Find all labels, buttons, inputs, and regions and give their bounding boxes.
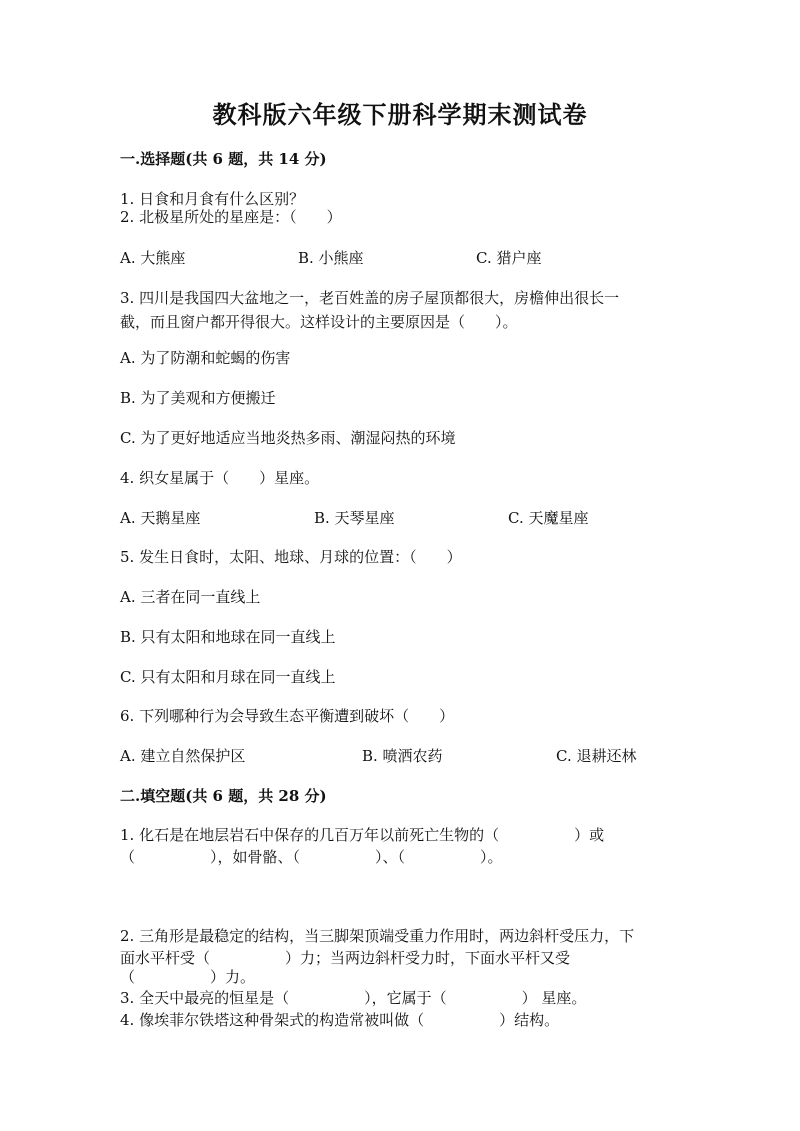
q3-option-a: A. 为了防潮和蛇蝎的伤害 xyxy=(120,349,291,367)
q5-option-b: B. 只有太阳和地球在同一直线上 xyxy=(120,628,336,646)
q4-option-c: C. 天魔星座 xyxy=(508,509,589,527)
q4-option-b: B. 天琴星座 xyxy=(314,509,395,527)
question-4: 4. 织女星属于（ ）星座。 xyxy=(120,469,320,487)
page-title: 教科版六年级下册科学期末测试卷 xyxy=(212,100,588,129)
question-1: 1. 日食和月食有什么区别？ xyxy=(120,190,305,208)
q5-option-c: C. 只有太阳和月球在同一直线上 xyxy=(120,668,336,686)
q2-option-c: C. 猎户座 xyxy=(476,249,542,267)
q2-option-a: A. 大熊座 xyxy=(120,249,186,267)
q6-option-b: B. 喷洒农药 xyxy=(362,747,443,765)
q5-option-a: A. 三者在同一直线上 xyxy=(120,588,261,606)
fill-question-2-line-3: （ ）力。 xyxy=(120,968,256,986)
section-heading-fill: 二.填空题(共 6 题，共 28 分) xyxy=(120,787,327,805)
question-3-line-1: 3. 四川是我国四大盆地之一，老百姓盖的房子屋顶都很大，房檐伸出很长一 xyxy=(120,289,620,307)
fill-question-1-line-2: （ ），如骨骼、（ ）、（ ）。 xyxy=(120,848,503,866)
q6-option-a: A. 建立自然保护区 xyxy=(120,747,246,765)
question-5: 5. 发生日食时，太阳、地球、月球的位置：（ ） xyxy=(120,548,462,566)
question-2: 2. 北极星所处的星座是：（ ） xyxy=(120,208,342,226)
question-6: 6. 下列哪种行为会导致生态平衡遭到破坏（ ） xyxy=(120,707,455,725)
question-3-line-2: 截，而且窗户都开得很大。这样设计的主要原因是（ ）。 xyxy=(120,313,518,331)
fill-question-3: 3. 全天中最亮的恒星是（ ），它属于（ ） 星座。 xyxy=(120,989,587,1007)
q4-option-a: A. 天鹅星座 xyxy=(120,509,201,527)
section-heading-choice: 一.选择题(共 6 题，共 14 分) xyxy=(120,150,327,168)
fill-question-4: 4. 像埃菲尔铁塔这种骨架式的构造常被叫做（ ）结构。 xyxy=(120,1011,560,1029)
q3-option-c: C. 为了更好地适应当地炎热多雨、潮湿闷热的环境 xyxy=(120,429,456,447)
q6-option-c: C. 退耕还林 xyxy=(556,747,637,765)
q3-option-b: B. 为了美观和方便搬迁 xyxy=(120,389,276,407)
q2-option-b: B. 小熊座 xyxy=(298,249,364,267)
fill-question-2-line-1: 2. 三角形是最稳定的结构，当三脚架顶端受重力作用时，两边斜杆受压力，下 xyxy=(120,927,635,945)
fill-question-1-line-1: 1. 化石是在地层岩石中保存的几百万年以前死亡生物的（ ）或 xyxy=(120,826,605,844)
fill-question-2-line-2: 面水平杆受（ ）力；当两边斜杆受力时，下面水平杆又受 xyxy=(120,949,571,967)
